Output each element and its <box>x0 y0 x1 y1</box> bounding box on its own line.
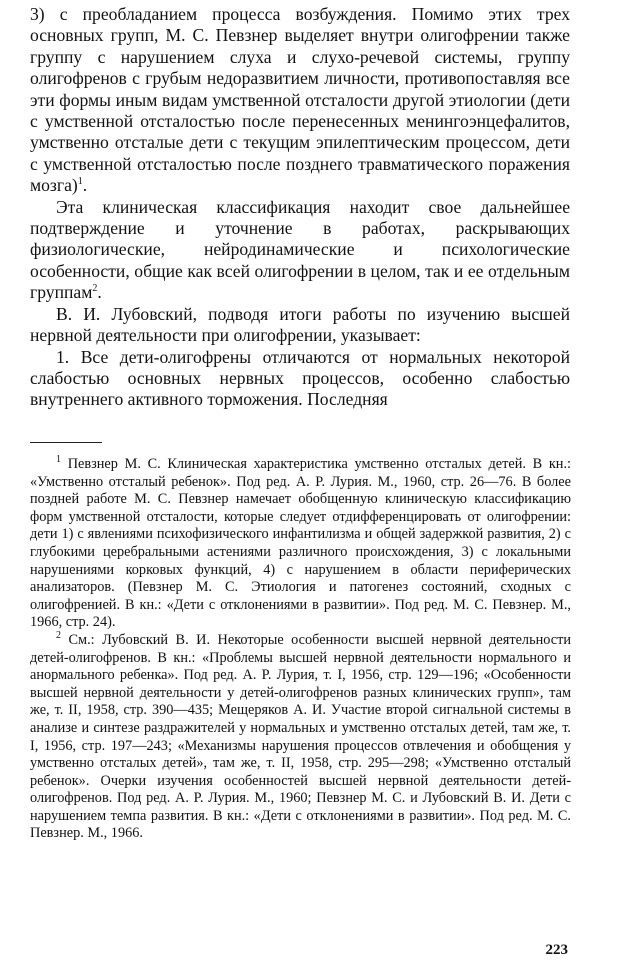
footnote-1-mark: 1 <box>56 454 61 466</box>
footnote-divider <box>30 442 102 443</box>
footnote-1-text: Певзнер М. С. Клиническая характеристика умственно отсталых детей. В кн.: «Умственно отсталый ребенок». Под ред. А. Р. Лурия. М., 1960, стр. 26—76. В более поздней работе М. С. Певзнер намечает обобщенную клиническую классификацию форм умственной отсталости, которые следует отдифференцировать от олигофрении: дети 1) с явлениями психофизического инфантилизма и общей задержкой развития, 2) с глубокими церебральными астениями различного происхождения, 3) с локальными нарушениями корковых функций, 4) с нарушением в области периферических анализаторов. (Певзнер М. С. Этиология и патогенез состояний, сходных с олигофренией. В кн.: «Дети с отклонениями в развитии». Под ред. М. С. Певзнер. М., 1966, стр. 24). <box>30 456 571 631</box>
page-number: 223 <box>545 942 568 958</box>
paragraph-2: Эта клиническая классификация находит свое дальнейшее подтверждение и уточнение в работах, раскрывающих физиологические, нейродинамические и психологические особенности, общие как всей олигофрении в целом, так и ее отдельным группам$^2$. <box>30 196 570 303</box>
paragraph-1: 3) с преобладанием процесса возбуждения. Помимо этих трех основных групп, М. С. Певзнер выделяет внутри олигофрении также группу с нарушением слуха и слухо-речевой системы, группу олигофренов с грубым недоразвитием личности, противопоставляя все эти формы иным видам умственной отсталости другой этиологии (дети с умственной отсталостью после перенесенных менингоэнцефалитов, умственно отсталые дети с текущим эпилептическим процессом, дети с умственной отсталостью после позднего травматического поражения мозга)$^1$. <box>30 4 570 196</box>
paragraph-1-text: 3) с преобладанием процесса возбуждения. Помимо этих трех основных групп, М. С. Певзнер выделяет внутри олигофрении также группу с нарушением слуха и слухо-речевой системы, группу олигофренов с грубым недоразвитием личности, противопоставляя все эти формы иным видам умственной отсталости другой этиологии (дети с умственной отсталостью после перенесенных менингоэнцефалитов, умственно отсталые дети с текущим эпилептическим процессом, дети с умственной отсталостью после позднего травматического поражения мозга) <box>30 4 570 196</box>
paragraph-2-text: Эта клиническая классификация находит свое дальнейшее подтверждение и уточнение в работах, раскрывающих физиологические, нейродинамические и психологические особенности, общие как всей олигофрении в целом, так и ее отдельным группам <box>30 196 570 303</box>
footnote-2 <box>30 632 571 843</box>
paragraph-3: В. И. Лубовский, подводя итоги работы по изучению высшей нервной деятельности при олигофрении, указывает: <box>30 303 570 346</box>
footnote-2-text: См.: Лубовский В. И. Некоторые особенности высшей нервной деятельности детей-олигофренов. В кн.: «Проблемы высшей нервной деятельности нормального и анормального ребенка». Под ред. А. Р. Лурия, т. I, 1956, стр. 129—196; «Особенности высшей нервной деятельности у детей-олигофренов разных клинических групп», там же, т. II, 1958, стр. 390—435; Мещеряков А. И. Участие второй сигнальной системы в анализе и синтезе раздражителей у нормальных и умственно отсталых детей, там же, т. I, 1956, стр. 197—243; «Механизмы нарушения процессов отвлечения и обобщения у умственно отсталых детей», там же, т. II, 1958, стр. 295—298; «Умственно отсталый ребенок». Очерки изучения особенностей высшей нервной деятельности детей-олигофренов. Под ред. А. Р. Лурия. М., 1960; Певзнер М. С. и Лубовский В. И. Дети с нарушением темпа развития. В кн.: «Дети с отклонениями в развитии». Под ред. М. С. Певзнер. М., 1966. <box>30 631 571 842</box>
footnote-2-mark: 2 <box>56 630 61 642</box>
main-text <box>30 4 570 411</box>
footnote-ref-2: 2 <box>92 283 98 295</box>
footnote-ref-1: 1 <box>77 176 83 188</box>
paragraph-4: 1. Все дети-олигофрены отличаются от нормальных некоторой слабостью основных нервных процессов, особенно слабостью внутреннего активного торможения. Последняя <box>30 346 570 410</box>
footnotes <box>30 456 571 843</box>
footnote-1 <box>30 456 571 632</box>
